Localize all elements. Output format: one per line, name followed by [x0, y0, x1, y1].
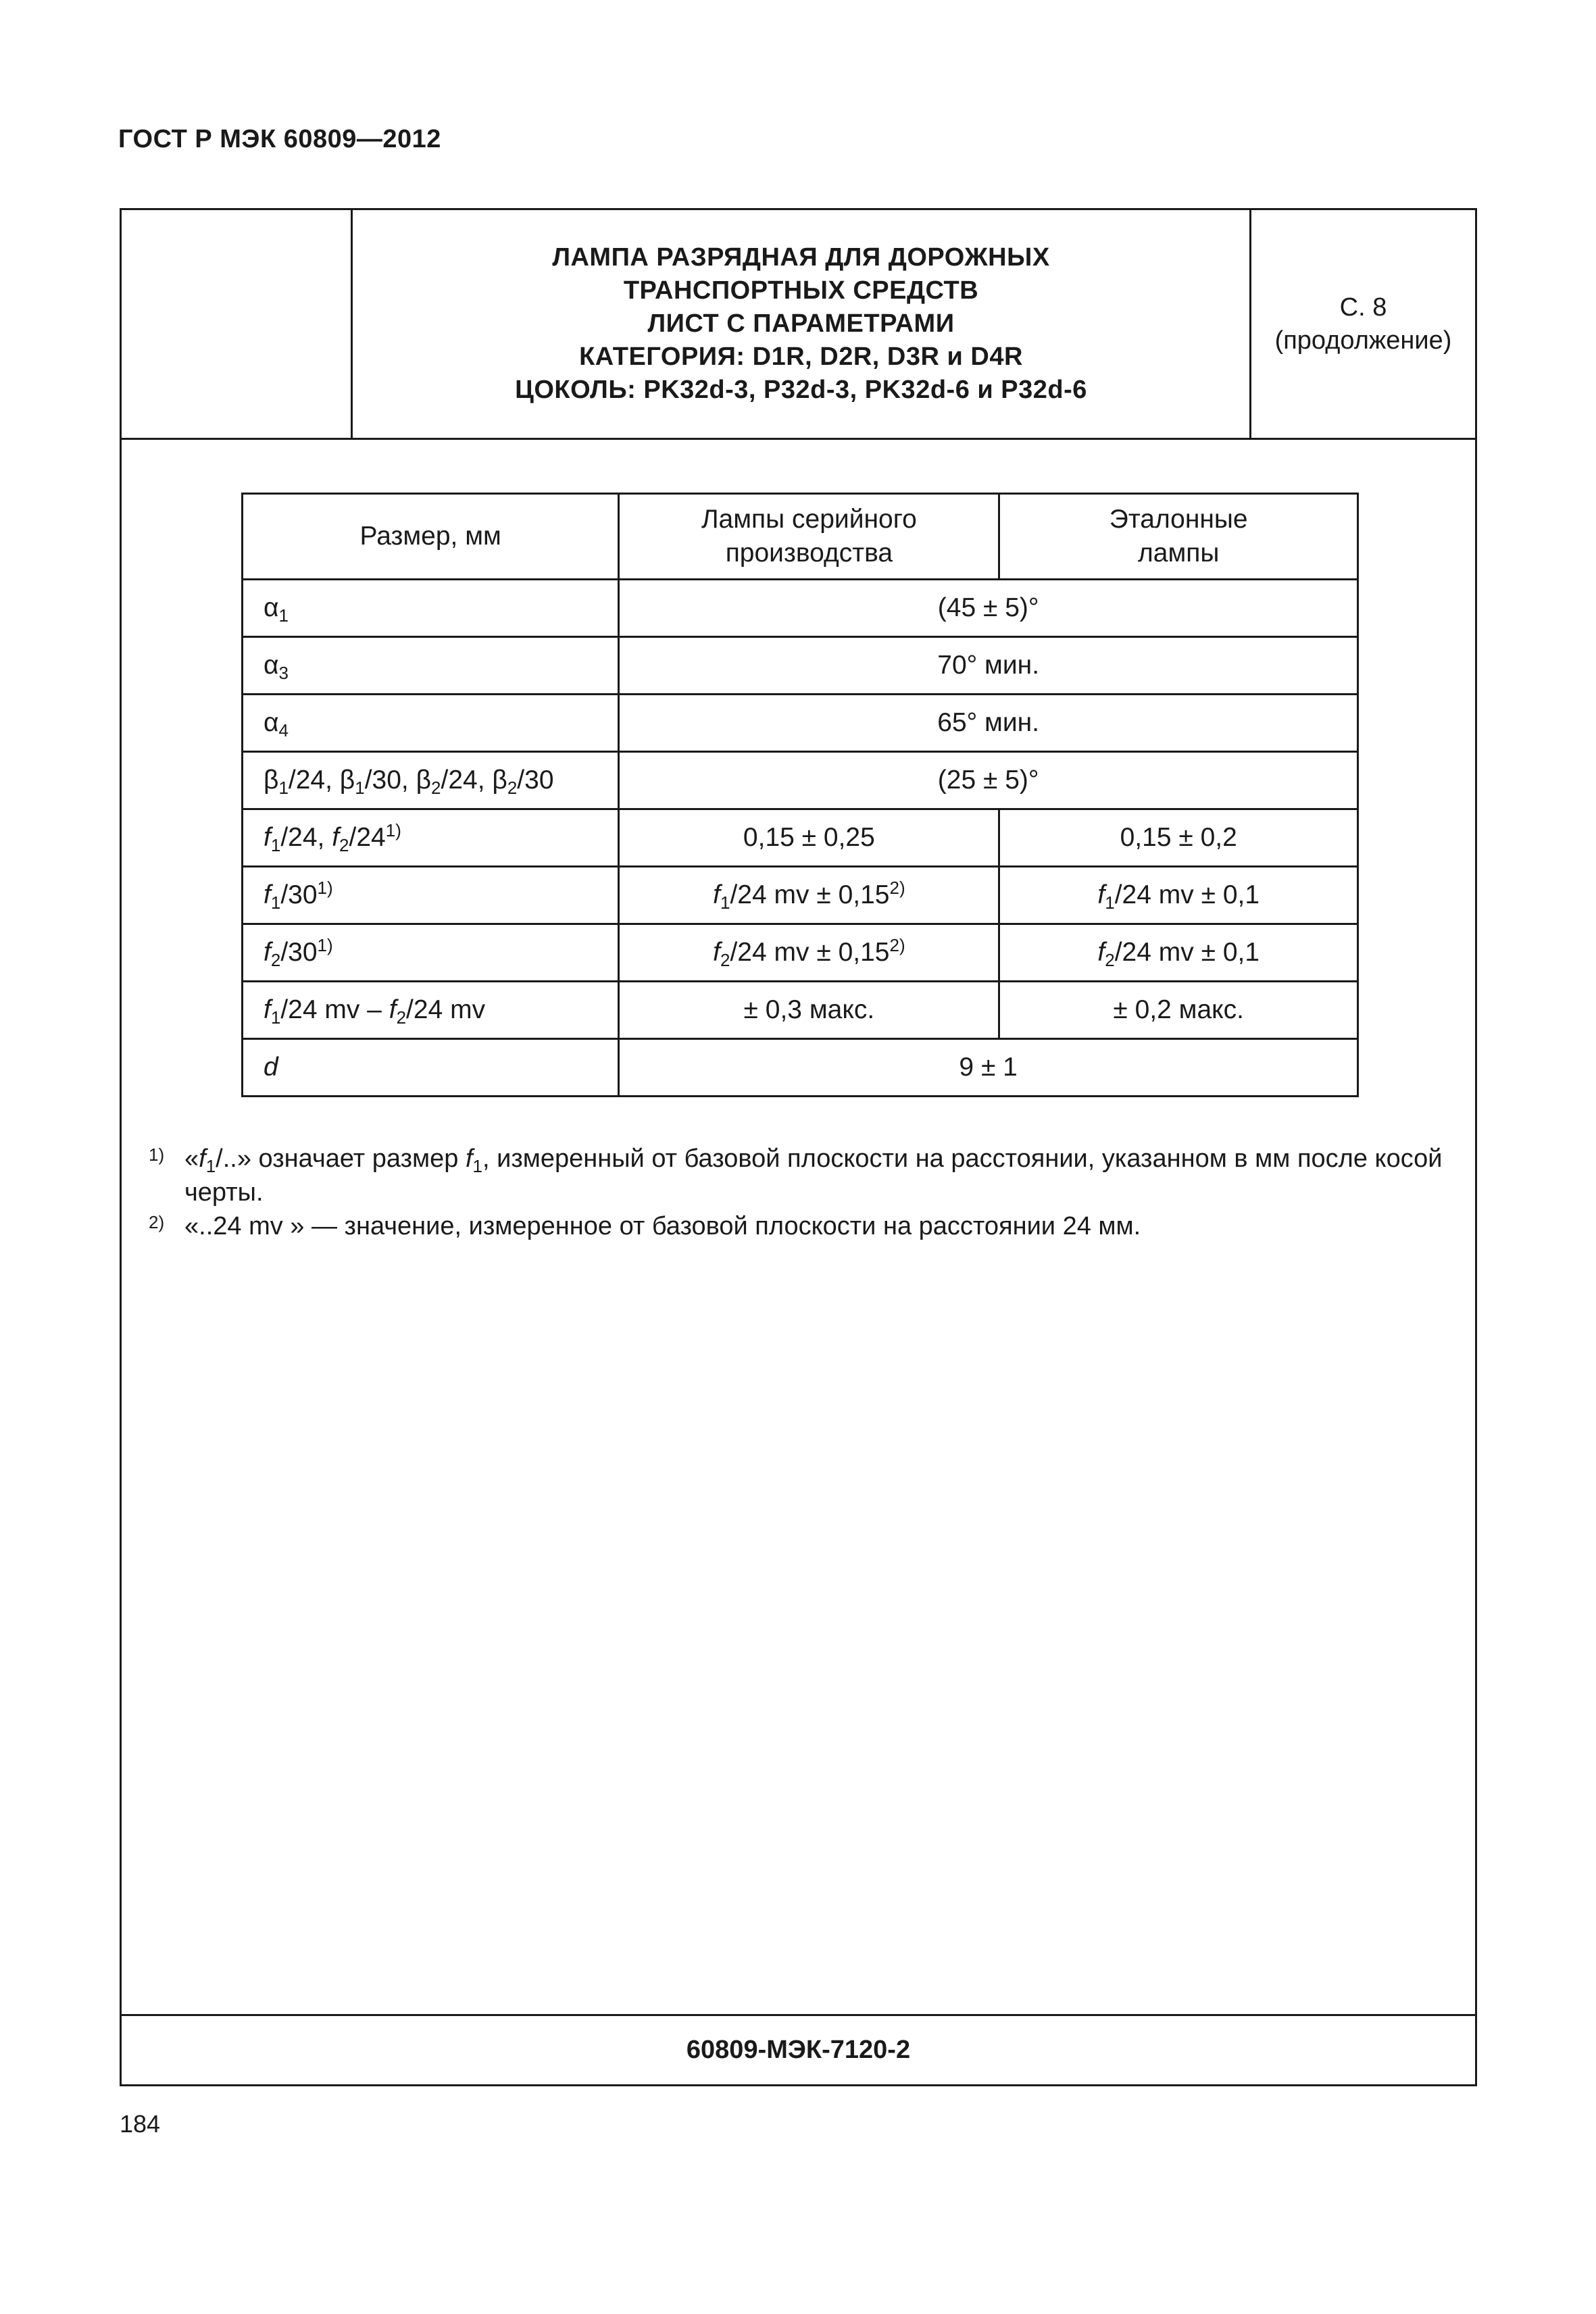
- value-f-24-reference: 0,15 ± 0,2: [999, 809, 1358, 867]
- row-label-alpha4: $\alpha_4$: [243, 695, 619, 752]
- value-f1-30-reference: $f_1/24$ mv ± 0,1: [999, 867, 1358, 924]
- value-f2-30-reference: $f_2/24$ mv ± 0,1: [999, 924, 1358, 982]
- table-row: [243, 752, 1358, 809]
- header-serial: Лампы серийного производства: [619, 494, 999, 580]
- header-page-cell: [1251, 210, 1475, 438]
- footnote-2-marker: 2): [149, 1212, 165, 1232]
- table-row: [243, 982, 1358, 1039]
- title-line-3: ЛИСТ С ПАРАМЕТРАМИ: [647, 309, 955, 338]
- header-title: [353, 210, 1251, 438]
- value-f2-30-serial: $f_2/24$ mv ± $0,15^{2)}$: [619, 924, 999, 982]
- row-label-f-24: $f_1/24$, $f_2/24^{1)}$: [243, 809, 619, 867]
- value-alpha3: 70° мин.: [619, 637, 1358, 695]
- row-label-d: d: [243, 1039, 619, 1097]
- value-alpha4: 65° мин.: [619, 695, 1358, 752]
- table-row: [243, 924, 1358, 982]
- table-row: [243, 580, 1358, 637]
- table-row: [243, 867, 1358, 924]
- table-row: [243, 1039, 1358, 1097]
- value-f-24-serial: 0,15 ± 0,25: [619, 809, 999, 867]
- row-label-diff: $f_1/24$ mv – $f_2/24$ mv: [243, 982, 619, 1039]
- row-label-alpha3: $\alpha_3$: [243, 637, 619, 695]
- value-alpha1: (45 ± 5)°: [619, 580, 1358, 637]
- value-diff-serial: ± 0,3 макс.: [619, 982, 999, 1039]
- row-label-alpha1: $\alpha_1$: [243, 580, 619, 637]
- row-label-f1-30: $f_1/30^{1)}$: [243, 867, 619, 924]
- footnote-1: 1) «$f_1/$..» означает размер $f_1$, измеренный от базовой плоскости на расстоянии, указанном в мм после косой черты.: [149, 1142, 1460, 1209]
- value-d: 9 ± 1: [619, 1039, 1358, 1097]
- table-header-row: [243, 494, 1358, 580]
- row-label-beta: $\beta_1/24$, $\beta_1/30$, $\beta_2/24$, $\beta_2/30$: [243, 752, 619, 809]
- value-diff-reference: ± 0,2 макс.: [999, 982, 1358, 1039]
- footnote-2-text: «..24 mv » — значение, измеренное от базовой плоскости на расстоянии 24 мм.: [184, 1212, 1141, 1240]
- f1-30-serial-tolerance: mv ± 0,15: [766, 880, 890, 909]
- table-row: [243, 695, 1358, 752]
- value-f1-30-serial: $f_1/24$ mv ± $0,15^{2)}$: [619, 867, 999, 924]
- table-row: [243, 809, 1358, 867]
- header-blank-cell: [122, 210, 353, 438]
- page-number: 184: [120, 2110, 161, 2138]
- title-line-5: ЦОКОЛЬ: PK32d-3, P32d-3, PK32d-6 и P32d-6: [515, 376, 1087, 404]
- sheet-header: [122, 210, 1475, 440]
- row-label-f2-30: $f_2/30^{1)}$: [243, 924, 619, 982]
- title-line-2: ТРАНСПОРТНЫХ СРЕДСТВ: [623, 276, 979, 305]
- value-beta: (25 ± 5)°: [619, 752, 1358, 809]
- footnotes: [149, 1142, 1460, 1243]
- title-line-1: ЛАМПА РАЗРЯДНАЯ ДЛЯ ДОРОЖНЫХ: [552, 243, 1050, 272]
- footnote-1-text-a: » означает размер: [236, 1145, 466, 1173]
- footnote-1-marker: 1): [149, 1145, 165, 1165]
- f2-30-reference-tolerance: mv ± 0,1: [1151, 938, 1260, 967]
- table-row: [243, 637, 1358, 695]
- sheet-page: С. 8: [1339, 293, 1387, 322]
- f1-30-reference-tolerance: mv ± 0,1: [1151, 880, 1260, 909]
- footer-code: 60809-МЭК-7120-2: [686, 2036, 911, 2064]
- f2-30-serial-tolerance: mv ± 0,15: [766, 938, 890, 967]
- header-reference: Эталонные лампы: [999, 494, 1358, 580]
- title-line-4: КАТЕГОРИЯ: D1R, D2R, D3R и D4R: [579, 343, 1023, 371]
- footnote-1-text-b: , измеренный от базовой плоскости на расстоянии, указанном в мм после косой черты.: [184, 1145, 1443, 1207]
- header-size: Размер, мм: [243, 494, 619, 580]
- parameters-table: [241, 493, 1359, 1097]
- sheet-continuation: (продолжение): [1274, 326, 1452, 355]
- document-id: ГОСТ Р МЭК 60809—2012: [118, 125, 441, 153]
- footnote-2: [149, 1209, 1460, 1243]
